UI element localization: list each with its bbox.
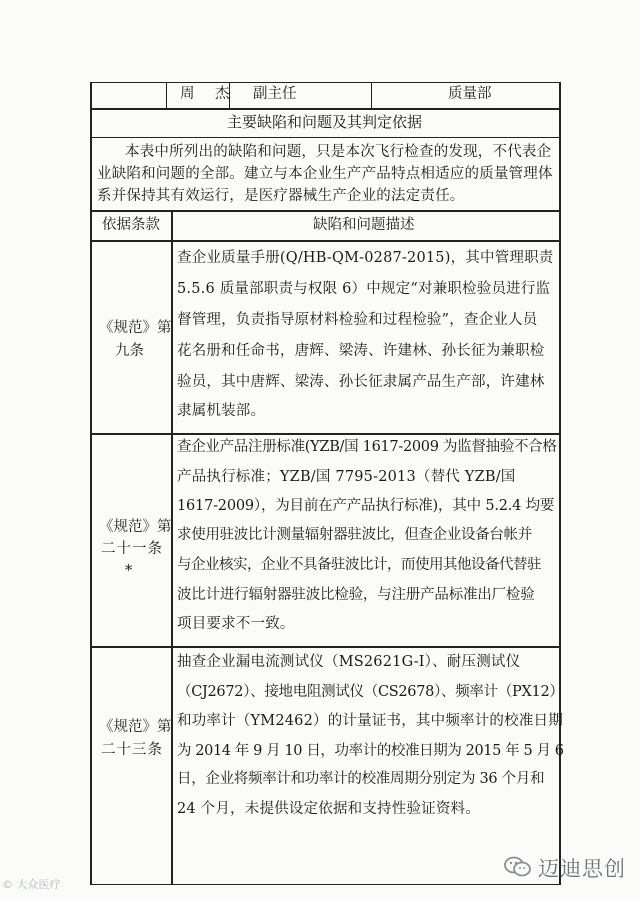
row-divider-1: [90, 433, 560, 435]
watermark-left-icon: ©: [2, 878, 13, 891]
data-col-divider: [171, 210, 173, 885]
row2-desc-line6: 波比计进行辐射器驻波比检验，与注册产品标准出厂检验: [177, 587, 535, 603]
row1-desc-line6: 隶属机装部。: [177, 403, 266, 419]
watermark-right: 迈迪思创: [538, 857, 626, 881]
table-border-right: [559, 82, 561, 885]
row2-desc-line7: 项目要求不一致。: [177, 616, 295, 632]
intro-line-1: 本表中所列出的缺陷和问题，只是本次飞行检查的发现，不代表企: [125, 144, 552, 160]
row1-desc-line3: 督管理，负责指导原材料检验和过程检验”，查企业人员: [177, 312, 538, 328]
person-department: 质量部: [448, 86, 492, 102]
person-name: 周 杰: [180, 86, 233, 102]
row2-desc-line5: 与企业核实，企业不具备驻波比计，而使用其他设备代替驻: [177, 557, 541, 573]
col-header-divider: [90, 240, 560, 242]
row1-desc-line4: 花名册和任命书，唐辉、梁涛、许建林、孙长征为兼职检: [177, 343, 545, 359]
intro-line-3: 系并保持其有效运行，是医疗器械生产企业的法定责任。: [97, 188, 465, 204]
row3-desc-line5: 日，企业将频率计和功率计的校准周期分别定为 36 个月和: [177, 771, 545, 787]
row3-clause-line2: 二十三条: [101, 742, 163, 758]
row3-desc-line4: 为 2014 年 9 月 10 日，功率计的校准日期为 2015 年 5 月 6: [177, 743, 564, 759]
row3-clause-line1: 《规范》第: [99, 719, 172, 735]
watermark-left: [2, 876, 61, 892]
intro-divider: [90, 210, 560, 212]
table-border-left: [90, 82, 92, 885]
row2-clause-star: *: [125, 563, 133, 579]
header-col-divider-3: [371, 82, 372, 109]
row1-desc-line2: 5.5.6 质量部职责与权限 6）中规定“对兼职检验员进行监: [177, 281, 551, 297]
row2-clause-line1: 《规范》第: [99, 519, 172, 535]
row1-desc-line1: 查企业质量手册(Q/HB-QM-0287-2015)，其中管理职责: [177, 250, 554, 266]
watermark-left-text: 大众医疗: [16, 878, 61, 891]
row2-desc-line3: 1617-2009），为目前在产产品执行标准)，其中 5.2.4 均要: [177, 498, 555, 514]
row1-clause-line1: 《规范》第: [99, 320, 172, 336]
col-header-description: 缺陷和问题描述: [313, 217, 415, 233]
wechat-icon: [503, 855, 533, 879]
table-border-top: [90, 82, 560, 83]
person-title: 副主任: [253, 86, 297, 102]
row3-desc-line3: 和功率计（YM2462）的计量证书，其中频率计的校准日期: [177, 713, 563, 729]
header-col-divider-1: [166, 82, 167, 109]
row1-desc-line5: 验员，其中唐辉、梁涛、孙长征隶属产品生产部，许建林: [177, 374, 545, 390]
section-title-divider: [90, 137, 560, 138]
intro-line-2: 业缺陷和问题的全部。建立与本企业生产产品特点相适应的质量管理体: [97, 166, 553, 182]
section-title: 主要缺陷和问题及其判定依据: [227, 113, 423, 131]
row2-clause-line2: 二十一条: [101, 541, 163, 557]
row-divider-2: [90, 646, 560, 648]
row2-desc-line2: 产品执行标准；YZB/国 7795-2013（替代 YZB/国: [177, 469, 516, 485]
row3-desc-line6: 24 个月，未提供设定依据和支持性验证资料。: [177, 801, 480, 817]
row1-clause-line2: 九条: [115, 343, 144, 359]
row2-desc-line1: 查企业产品注册标准(YZB/国 1617-2009 为监督抽验不合格: [177, 439, 557, 455]
row3-desc-line1: 抽查企业漏电流测试仪（MS2621G-I）、耐压测试仪: [177, 654, 521, 670]
row2-desc-line4: 求使用驻波比计测量辐射器驻波比，但查企业设备台帐并: [177, 527, 532, 543]
table-border-bottom: [90, 884, 560, 885]
header-row-divider: [90, 108, 560, 110]
row3-desc-line2: （CJ2672）、接地电阻测试仪（CS2678）、频率计（PX12）: [177, 684, 564, 700]
col-header-clause: 依据条款: [102, 217, 160, 233]
